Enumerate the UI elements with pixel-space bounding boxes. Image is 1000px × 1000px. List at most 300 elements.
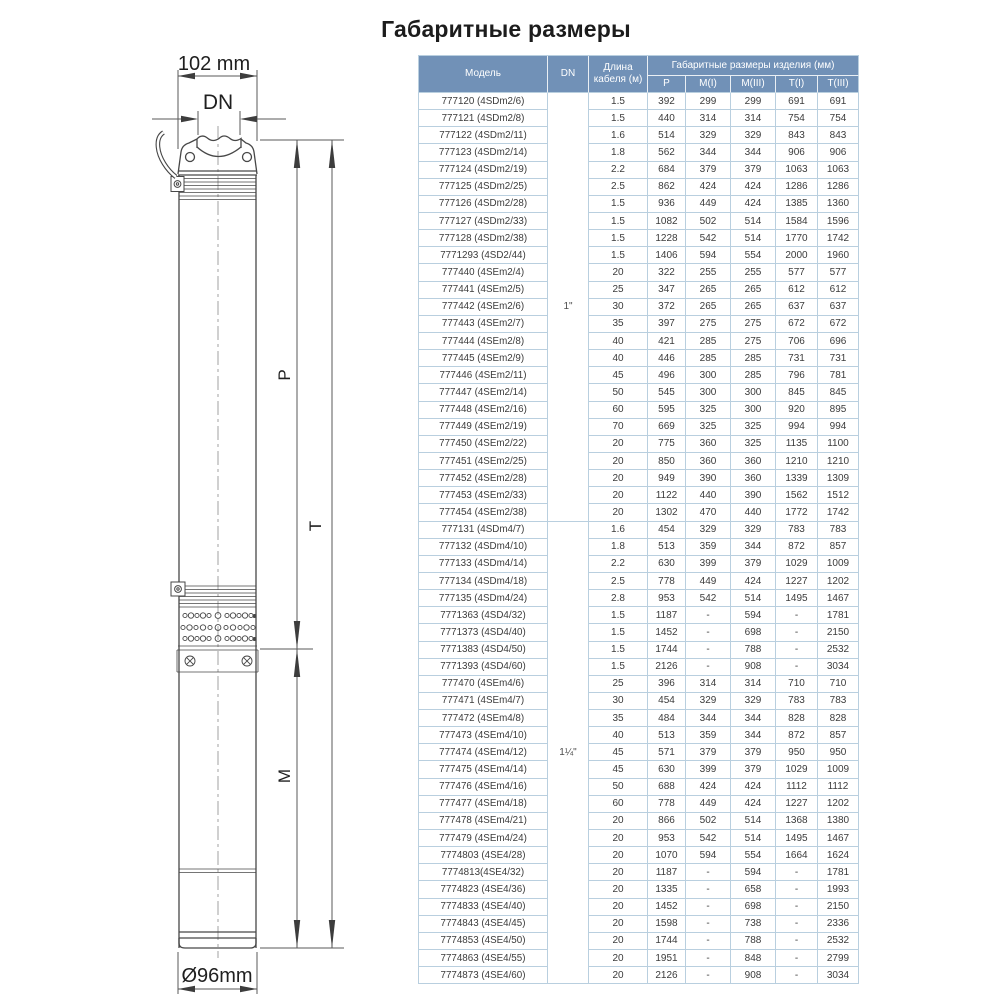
- dim-cell-t3: 2799: [818, 950, 859, 967]
- dim-cell-m1: 424: [686, 779, 731, 796]
- cable-cell: 60: [589, 796, 648, 813]
- dim-cell-m3: 329: [731, 127, 776, 144]
- model-cell: 7774843 (4SE4/45): [419, 916, 548, 933]
- col-header-dn: DN: [548, 56, 589, 93]
- dim-cell-p: 953: [648, 590, 686, 607]
- cable-cell: 2.8: [589, 590, 648, 607]
- cable-cell: 25: [589, 676, 648, 693]
- dim-cell-m1: 542: [686, 830, 731, 847]
- dim-cell-m1: 390: [686, 470, 731, 487]
- dim-cell-m3: 390: [731, 487, 776, 504]
- table-row: [419, 402, 859, 419]
- table-row: [419, 916, 859, 933]
- cable-cell: 20: [589, 504, 648, 521]
- dim-cell-m1: 344: [686, 144, 731, 161]
- table-row: [419, 367, 859, 384]
- dim-cell-m3: 344: [731, 710, 776, 727]
- model-cell: 777451 (4SEm2/25): [419, 453, 548, 470]
- table-row: [419, 316, 859, 333]
- dim-cell-t1: 577: [776, 264, 818, 281]
- dim-cell-t3: 843: [818, 127, 859, 144]
- dim-cell-t1: 1227: [776, 573, 818, 590]
- model-cell: 777448 (4SEm2/16): [419, 402, 548, 419]
- model-cell: 7771383 (4SD4/50): [419, 642, 548, 659]
- dim-cell-t1: 950: [776, 744, 818, 761]
- dim-cell-p: 1452: [648, 624, 686, 641]
- dim-cell-t3: 696: [818, 333, 859, 350]
- dim-cell-m1: 359: [686, 727, 731, 744]
- dim-cell-t3: 710: [818, 676, 859, 693]
- pump-diagram: [0, 0, 420, 1000]
- dim-cell-m3: 379: [731, 162, 776, 179]
- dim-label-102mm: 102 mm: [177, 53, 251, 75]
- cable-cell: 1.5: [589, 230, 648, 247]
- dim-cell-m3: 424: [731, 796, 776, 813]
- model-cell: 777470 (4SEm4/6): [419, 676, 548, 693]
- dim-cell-m3: 848: [731, 950, 776, 967]
- dim-cell-p: 397: [648, 316, 686, 333]
- dim-cell-m3: 285: [731, 350, 776, 367]
- model-cell: 777441 (4SEm2/5): [419, 282, 548, 299]
- dim-cell-p: 1082: [648, 213, 686, 230]
- dim-cell-t1: 1664: [776, 847, 818, 864]
- model-cell: 777126 (4SDm2/28): [419, 196, 548, 213]
- dim-cell-t3: 1286: [818, 179, 859, 196]
- cable-cell: 1.6: [589, 522, 648, 539]
- cable-cell: 35: [589, 710, 648, 727]
- dim-cell-t1: 783: [776, 693, 818, 710]
- dim-cell-m1: 594: [686, 847, 731, 864]
- table-row: [419, 127, 859, 144]
- model-cell: 777479 (4SEm4/24): [419, 830, 548, 847]
- dim-cell-p: 1070: [648, 847, 686, 864]
- dim-cell-t3: 754: [818, 110, 859, 127]
- dim-cell-p: 936: [648, 196, 686, 213]
- dim-cell-t1: 1112: [776, 779, 818, 796]
- table-row: [419, 813, 859, 830]
- table-row: [419, 213, 859, 230]
- dim-cell-t1: -: [776, 881, 818, 898]
- table-row: [419, 162, 859, 179]
- dim-cell-m1: -: [686, 659, 731, 676]
- model-cell: 777125 (4SDm2/25): [419, 179, 548, 196]
- col-header-model: Модель: [419, 56, 548, 93]
- dim-cell-t3: 1624: [818, 847, 859, 864]
- dim-cell-t1: 783: [776, 522, 818, 539]
- dim-cell-m1: 542: [686, 230, 731, 247]
- dim-cell-p: 1122: [648, 487, 686, 504]
- dim-cell-t1: 845: [776, 384, 818, 401]
- dim-cell-t3: 1360: [818, 196, 859, 213]
- dim-cell-m3: 379: [731, 556, 776, 573]
- dim-cell-p: 421: [648, 333, 686, 350]
- dim-cell-m1: -: [686, 624, 731, 641]
- dim-cell-p: 562: [648, 144, 686, 161]
- dim-cell-m3: 554: [731, 247, 776, 264]
- dim-cell-m3: 300: [731, 402, 776, 419]
- dim-cell-t1: 754: [776, 110, 818, 127]
- table-row: [419, 179, 859, 196]
- dim-cell-p: 446: [648, 350, 686, 367]
- dim-cell-p: 514: [648, 127, 686, 144]
- dim-cell-m3: 314: [731, 676, 776, 693]
- dim-cell-m1: 379: [686, 744, 731, 761]
- cable-cell: 1.6: [589, 127, 648, 144]
- dim-cell-t1: 796: [776, 367, 818, 384]
- cable-cell: 20: [589, 899, 648, 916]
- dim-cell-t3: 731: [818, 350, 859, 367]
- table-row: [419, 847, 859, 864]
- dim-cell-t1: -: [776, 916, 818, 933]
- dim-cell-t3: 950: [818, 744, 859, 761]
- dim-cell-t1: 906: [776, 144, 818, 161]
- dim-cell-t1: -: [776, 659, 818, 676]
- dim-cell-m3: 698: [731, 624, 776, 641]
- dim-cell-t1: 1368: [776, 813, 818, 830]
- table-row: [419, 950, 859, 967]
- dim-cell-p: 1302: [648, 504, 686, 521]
- dim-cell-t3: 1512: [818, 487, 859, 504]
- dim-cell-m1: 329: [686, 127, 731, 144]
- dim-cell-m1: 300: [686, 367, 731, 384]
- dim-cell-p: 513: [648, 539, 686, 556]
- dim-cell-t1: -: [776, 607, 818, 624]
- dim-cell-t1: 1772: [776, 504, 818, 521]
- dim-cell-m3: 314: [731, 110, 776, 127]
- dim-cell-m3: 275: [731, 316, 776, 333]
- model-cell: 777449 (4SEm2/19): [419, 419, 548, 436]
- dim-cell-t1: 1495: [776, 590, 818, 607]
- dim-cell-p: 1335: [648, 881, 686, 898]
- dim-cell-p: 1744: [648, 933, 686, 950]
- table-row: [419, 933, 859, 950]
- cable-cell: 70: [589, 419, 648, 436]
- dim-cell-p: 949: [648, 470, 686, 487]
- dim-cell-t1: 1210: [776, 453, 818, 470]
- model-cell: 777446 (4SEm2/11): [419, 367, 548, 384]
- col-header-t3: T(III): [818, 76, 859, 93]
- dim-cell-t1: 994: [776, 419, 818, 436]
- dim-label-t: T: [306, 520, 325, 532]
- cable-cell: 20: [589, 881, 648, 898]
- dim-cell-m1: 325: [686, 402, 731, 419]
- cable-cell: 1.5: [589, 213, 648, 230]
- model-cell: 777123 (4SDm2/14): [419, 144, 548, 161]
- dim-cell-t1: 1584: [776, 213, 818, 230]
- dim-cell-t1: -: [776, 642, 818, 659]
- dim-cell-t3: 828: [818, 710, 859, 727]
- dim-cell-t1: 1495: [776, 830, 818, 847]
- dim-cell-p: 630: [648, 556, 686, 573]
- dim-cell-m3: 344: [731, 539, 776, 556]
- dim-cell-m1: 325: [686, 419, 731, 436]
- dim-cell-p: 1187: [648, 607, 686, 624]
- table-row: [419, 607, 859, 624]
- dim-cell-m3: 514: [731, 813, 776, 830]
- dim-cell-m1: 285: [686, 333, 731, 350]
- dim-cell-m1: 344: [686, 710, 731, 727]
- dim-cell-m1: 314: [686, 676, 731, 693]
- model-cell: 7774823 (4SE4/36): [419, 881, 548, 898]
- table-row: [419, 710, 859, 727]
- dim-cell-m3: 908: [731, 967, 776, 984]
- dim-cell-t3: 783: [818, 522, 859, 539]
- table-row: [419, 144, 859, 161]
- cable-cell: 20: [589, 916, 648, 933]
- dim-cell-m3: 424: [731, 179, 776, 196]
- dim-cell-t1: 710: [776, 676, 818, 693]
- dim-cell-t1: -: [776, 950, 818, 967]
- dim-cell-t1: -: [776, 967, 818, 984]
- table-body: [419, 93, 859, 984]
- dim-cell-p: 1452: [648, 899, 686, 916]
- dim-cell-t3: 1467: [818, 830, 859, 847]
- model-cell: 7774813(4SE4/32): [419, 864, 548, 881]
- dim-cell-t3: 3034: [818, 967, 859, 984]
- table-row: [419, 299, 859, 316]
- table-row: [419, 487, 859, 504]
- dim-cell-t3: 1100: [818, 436, 859, 453]
- cable-cell: 20: [589, 967, 648, 984]
- table-row: [419, 110, 859, 127]
- cable-cell: 45: [589, 761, 648, 778]
- cable-cell: 40: [589, 333, 648, 350]
- model-cell: 777121 (4SDm2/8): [419, 110, 548, 127]
- model-cell: 777127 (4SDm2/33): [419, 213, 548, 230]
- dim-cell-t1: -: [776, 933, 818, 950]
- dim-cell-p: 850: [648, 453, 686, 470]
- dim-label-m: M: [275, 768, 294, 784]
- model-cell: 7774803 (4SE4/28): [419, 847, 548, 864]
- dim-cell-m3: 360: [731, 470, 776, 487]
- dim-cell-m1: 255: [686, 264, 731, 281]
- dim-cell-m3: 344: [731, 144, 776, 161]
- dim-cell-m3: 265: [731, 299, 776, 316]
- dim-cell-t3: 1112: [818, 779, 859, 796]
- table-row: [419, 796, 859, 813]
- table-row: [419, 761, 859, 778]
- dim-cell-m3: 514: [731, 213, 776, 230]
- cable-cell: 2.2: [589, 556, 648, 573]
- model-cell: 777478 (4SEm4/21): [419, 813, 548, 830]
- dim-cell-m3: 329: [731, 522, 776, 539]
- dim-cell-t1: 872: [776, 539, 818, 556]
- dim-cell-m1: 379: [686, 162, 731, 179]
- model-cell: 7771393 (4SD4/60): [419, 659, 548, 676]
- dim-cell-m3: 255: [731, 264, 776, 281]
- dim-cell-m3: 265: [731, 282, 776, 299]
- cable-cell: 1.5: [589, 624, 648, 641]
- dim-cell-m1: 399: [686, 761, 731, 778]
- dim-cell-m3: 514: [731, 830, 776, 847]
- dim-cell-p: 1406: [648, 247, 686, 264]
- model-cell: 777477 (4SEm4/18): [419, 796, 548, 813]
- dim-cell-t3: 637: [818, 299, 859, 316]
- cable-cell: 20: [589, 830, 648, 847]
- dim-cell-p: 2126: [648, 659, 686, 676]
- model-cell: 777440 (4SEm2/4): [419, 264, 548, 281]
- dim-cell-p: 1744: [648, 642, 686, 659]
- dim-cell-p: 1598: [648, 916, 686, 933]
- col-header-cable: Длина кабеля (м): [589, 56, 648, 93]
- table-row: [419, 264, 859, 281]
- model-cell: 777128 (4SDm2/38): [419, 230, 548, 247]
- table-row: [419, 470, 859, 487]
- cable-cell: 20: [589, 264, 648, 281]
- cable-cell: 20: [589, 950, 648, 967]
- cable-cell: 20: [589, 864, 648, 881]
- dim-cell-t3: 1960: [818, 247, 859, 264]
- model-cell: 777133 (4SDm4/14): [419, 556, 548, 573]
- dim-cell-m3: 325: [731, 436, 776, 453]
- table-row: [419, 779, 859, 796]
- dim-cell-t1: -: [776, 864, 818, 881]
- cable-cell: 1.5: [589, 642, 648, 659]
- dim-cell-m3: 300: [731, 384, 776, 401]
- dim-cell-t3: 857: [818, 727, 859, 744]
- dim-cell-p: 440: [648, 110, 686, 127]
- dim-cell-m1: 449: [686, 573, 731, 590]
- dim-cell-p: 571: [648, 744, 686, 761]
- dim-cell-t3: 906: [818, 144, 859, 161]
- dim-label-dn: DN: [202, 91, 234, 114]
- table-row: [419, 522, 859, 539]
- dim-cell-m1: 470: [686, 504, 731, 521]
- dim-cell-m1: -: [686, 607, 731, 624]
- cable-cell: 20: [589, 436, 648, 453]
- model-cell: 777474 (4SEm4/12): [419, 744, 548, 761]
- dim-cell-m1: 299: [686, 93, 731, 110]
- dim-cell-t3: 2532: [818, 642, 859, 659]
- cable-cell: 20: [589, 847, 648, 864]
- model-cell: 7771363 (4SD4/32): [419, 607, 548, 624]
- dim-cell-m3: 424: [731, 196, 776, 213]
- model-cell: 777122 (4SDm2/11): [419, 127, 548, 144]
- dim-cell-t3: 1742: [818, 504, 859, 521]
- dim-cell-t3: 895: [818, 402, 859, 419]
- table-row: [419, 624, 859, 641]
- cable-cell: 40: [589, 350, 648, 367]
- dim-cell-p: 684: [648, 162, 686, 179]
- dim-cell-p: 669: [648, 419, 686, 436]
- dim-cell-t1: 843: [776, 127, 818, 144]
- cable-cell: 2.2: [589, 162, 648, 179]
- cable-cell: 1.5: [589, 110, 648, 127]
- table-row: [419, 196, 859, 213]
- dim-cell-t3: 577: [818, 264, 859, 281]
- dim-cell-t3: 1742: [818, 230, 859, 247]
- table-row: [419, 744, 859, 761]
- dimensions-table-wrap: [418, 55, 858, 984]
- dim-cell-t1: 731: [776, 350, 818, 367]
- dim-cell-m3: 788: [731, 933, 776, 950]
- dim-cell-p: 454: [648, 693, 686, 710]
- dim-cell-t3: 1210: [818, 453, 859, 470]
- dim-cell-t3: 845: [818, 384, 859, 401]
- col-header-t1: T(I): [776, 76, 818, 93]
- dim-cell-m3: 344: [731, 727, 776, 744]
- cable-cell: 20: [589, 813, 648, 830]
- dim-cell-m3: 658: [731, 881, 776, 898]
- table-row: [419, 419, 859, 436]
- dim-cell-t3: 2532: [818, 933, 859, 950]
- dim-cell-m1: -: [686, 967, 731, 984]
- dim-cell-m3: 594: [731, 607, 776, 624]
- dim-cell-m1: 359: [686, 539, 731, 556]
- intake-perforations: [181, 613, 256, 642]
- dn-cell: 1¼": [548, 522, 589, 985]
- dim-cell-m3: 698: [731, 899, 776, 916]
- dim-cell-m3: 379: [731, 744, 776, 761]
- model-cell: 777476 (4SEm4/16): [419, 779, 548, 796]
- cable-cell: 45: [589, 744, 648, 761]
- cable-cell: 2.5: [589, 179, 648, 196]
- dim-label-p: P: [275, 369, 294, 381]
- dim-cell-p: 496: [648, 367, 686, 384]
- dim-cell-m3: 285: [731, 367, 776, 384]
- dim-cell-t3: 1202: [818, 573, 859, 590]
- dim-cell-m1: 265: [686, 299, 731, 316]
- dim-cell-m3: 908: [731, 659, 776, 676]
- cable-cell: 45: [589, 367, 648, 384]
- dim-cell-p: 322: [648, 264, 686, 281]
- table-row: [419, 830, 859, 847]
- dim-cell-p: 1187: [648, 864, 686, 881]
- table-row: [419, 556, 859, 573]
- table-row: [419, 881, 859, 898]
- table-row: [419, 693, 859, 710]
- model-cell: 777454 (4SEm2/38): [419, 504, 548, 521]
- col-header-m1: M(I): [686, 76, 731, 93]
- dim-cell-t3: 994: [818, 419, 859, 436]
- dim-cell-p: 2126: [648, 967, 686, 984]
- dim-cell-m3: 299: [731, 93, 776, 110]
- model-cell: 777444 (4SEm2/8): [419, 333, 548, 350]
- model-cell: 7774863 (4SE4/55): [419, 950, 548, 967]
- model-cell: 777472 (4SEm4/8): [419, 710, 548, 727]
- dim-cell-m3: 738: [731, 916, 776, 933]
- band-screws: [185, 656, 252, 666]
- cable-cell: 50: [589, 384, 648, 401]
- dim-cell-p: 778: [648, 573, 686, 590]
- table-row: [419, 642, 859, 659]
- dim-cell-t3: 1309: [818, 470, 859, 487]
- table-row: [419, 864, 859, 881]
- col-header-dimensions-group: Габаритные размеры изделия (мм): [648, 56, 859, 76]
- dim-cell-t3: 857: [818, 539, 859, 556]
- model-cell: 777445 (4SEm2/9): [419, 350, 548, 367]
- dim-cell-m1: 440: [686, 487, 731, 504]
- dn-cell: 1": [548, 93, 589, 522]
- dim-cell-t1: -: [776, 899, 818, 916]
- dim-cell-t1: 1135: [776, 436, 818, 453]
- model-cell: 777471 (4SEm4/7): [419, 693, 548, 710]
- table-row: [419, 282, 859, 299]
- dim-cell-p: 688: [648, 779, 686, 796]
- dim-cell-t1: 1227: [776, 796, 818, 813]
- dim-cell-t1: 706: [776, 333, 818, 350]
- table-row: [419, 539, 859, 556]
- table-row: [419, 247, 859, 264]
- dim-cell-t1: 1385: [776, 196, 818, 213]
- dimensions-table: [418, 55, 859, 984]
- model-cell: 777447 (4SEm2/14): [419, 384, 548, 401]
- dim-label-diameter: Ø96mm: [181, 965, 253, 987]
- model-cell: 7774833 (4SE4/40): [419, 899, 548, 916]
- dim-cell-m1: 449: [686, 796, 731, 813]
- table-row: [419, 899, 859, 916]
- table-row: [419, 350, 859, 367]
